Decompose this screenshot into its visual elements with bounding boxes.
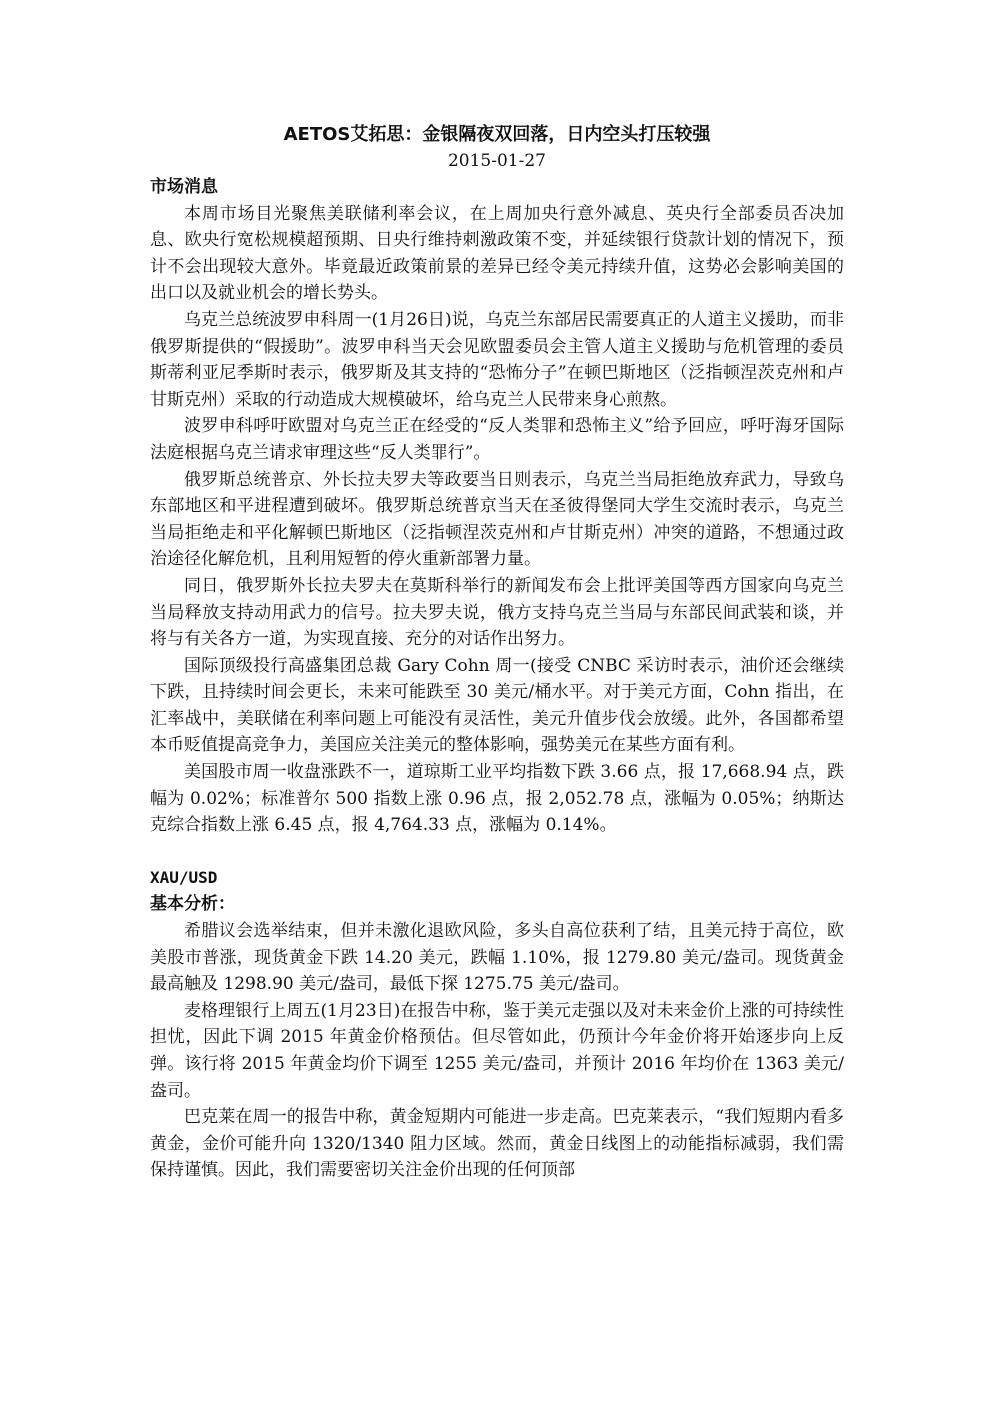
spacer bbox=[150, 839, 844, 865]
paragraph: 麦格理银行上周五(1月23日)在报告中称，鉴于美元走强以及对未来金价上涨的可持续性担忧，因此下调 2015 年黄金价格预估。但尽管如此，仍预计今年金价将开始逐步向上反弹。该行将 2015 年黄金均价下调至 1255 美元/盎司，并预计 2016 年均价在 1363 美元/盎司。 bbox=[150, 1000, 844, 1101]
section-heading-fundamental-analysis: 基本分析： bbox=[150, 894, 235, 915]
paragraph: 乌克兰总统波罗申科周一(1月26日)说，乌克兰东部居民需要真正的人道主义援助，而非俄罗斯提供的“假援助”。波罗申科当天会见欧盟委员会主管人道主义援助与危机管理的委员斯蒂利亚尼季斯时表示，俄罗斯及其支持的“恐怖分子”在顿巴斯地区（泛指顿涅茨克州和卢甘斯克州）采取的行动造成大规模破坏，给乌克兰人民带来身心煎熬。 bbox=[150, 309, 844, 410]
document-title: AETOS艾拓思：金银隔夜双回落，日内空头打压较强 bbox=[283, 124, 711, 145]
document-page bbox=[150, 122, 844, 1184]
paragraph: 同日，俄罗斯外长拉夫罗夫在莫斯科举行的新闻发布会上批评美国等西方国家向乌克兰当局释放支持动用武力的信号。拉夫罗夫说，俄方支持乌克兰当局与东部民间武装和谈，并将与有关各方一道，为实现直接、充分的对话作出努力。 bbox=[150, 575, 844, 650]
paragraph: 俄罗斯总统普京、外长拉夫罗夫等政要当日则表示，乌克兰当局拒绝放弃武力，导致乌东部地区和平进程遭到破坏。俄罗斯总统普京当天在圣彼得堡同大学生交流时表示，乌克兰当局拒绝走和平化解顿巴斯地区（泛指顿涅茨克州和卢甘斯克州）冲突的道路，不想通过政治途径化解危机，且利用短暂的停火重新部署力量。 bbox=[150, 469, 844, 570]
paragraph: 波罗申科呼吁欧盟对乌克兰正在经受的“反人类罪和恐怖主义”给予回应，呼吁海牙国际法庭根据乌克兰请求审理这些“反人类罪行”。 bbox=[150, 416, 844, 463]
paragraph: 希腊议会选举结束，但并未激化退欧风险，多头自高位获利了结，且美元持于高位，欧美股市普涨，现货黄金下跌 14.20 美元，跌幅 1.10%，报 1279.80 美元/盎司。现货黄金最高触及 1298.90 美元/盎司，最低下探 1275.75 美元/盎司。 bbox=[150, 921, 844, 995]
section-heading-market-news: 市场消息 bbox=[150, 177, 218, 197]
paragraph: 国际顶级投行高盛集团总裁 Gary Cohn 周一(接受 CNBC 采访时表示，油价还会继续下跌，且持续时间会更长，未来可能跌至 30 美元/桶水平。对于美元方面，Cohn 指出，在汇率战中，美联储在利率问题上可能没有灵活性，美元升值步伐会放缓。此外，各国都希望本币贬值提高竞争力，美国应关注美元的整体影响，强势美元在某些方面有利。 bbox=[150, 655, 844, 756]
instrument-label: XAU/USD bbox=[150, 867, 218, 887]
paragraph: 巴克莱在周一的报告中称，黄金短期内可能进一步走高。巴克莱表示，“我们短期内看多黄金，金价可能升向 1320/1340 阻力区域。然而，黄金日线图上的动能指标减弱，我们需保持谨慎。因此，我们需要密切关注金价出现的任何顶部 bbox=[150, 1107, 844, 1181]
paragraph: 美国股市周一收盘涨跌不一，道琼斯工业平均指数下跌 3.66 点，报 17,668.94 点，跌幅为 0.02%；标准普尔 500 指数上涨 0.96 点，报 2,052.78 点，涨幅为 0.05%；纳斯达克综合指数上涨 6.45 点，报 4,764.33 点，涨幅为 0.14%。 bbox=[150, 762, 844, 836]
paragraph: 本周市场目光聚焦美联储利率会议，在上周加央行意外减息、英央行全部委员否决加息、欧央行宽松规模超预期、日央行维持刺激政策不变，并延续银行贷款计划的情况下，预计不会出现较大意外。毕竟最近政策前景的差异已经令美元持续升值，这势必会影响美国的出口以及就业机会的增长势头。 bbox=[150, 203, 844, 304]
document-date: 2015-01-27 bbox=[447, 151, 546, 171]
